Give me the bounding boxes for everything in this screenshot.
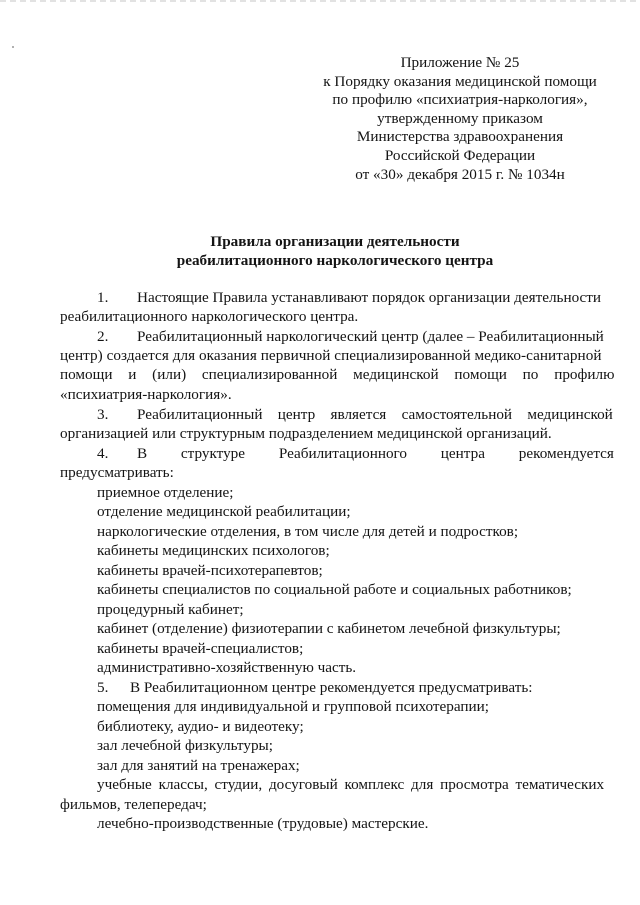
item-2-number: 2. xyxy=(97,328,109,345)
item-2-line-4: «психиатрия-наркология». xyxy=(60,386,232,403)
appendix-line: Приложение № 25 xyxy=(400,54,520,71)
item-2-line-2: центр) создается для оказания первичной специализированной медико-санитарной xyxy=(60,347,602,364)
item-4-number: 4. xyxy=(97,445,109,462)
list-item: кабинет (отделение) физиотерапии с кабинетом лечебной физкультуры; xyxy=(97,620,561,637)
list-item: наркологические отделения, в том числе для детей и подростков; xyxy=(97,523,519,540)
list-item-long-2: фильмов, телепередач; xyxy=(60,796,207,813)
list-item: приемное отделение; xyxy=(97,484,234,501)
list-item-long-1: учебные классы, студии, досуговый комплекс для просмотра тематических xyxy=(97,776,605,793)
appendix-line: Российской Федерации xyxy=(384,146,536,164)
item-3-line-2: организацией или структурным подразделением медицинской организаций. xyxy=(60,425,552,442)
item-3-number: 3. xyxy=(97,406,109,423)
item-5-number: 5. xyxy=(97,679,109,696)
document-title xyxy=(100,232,570,270)
list-item: зал для занятий на тренажерах; xyxy=(97,757,300,774)
scan-speck xyxy=(12,46,14,48)
appendix-line: утвержденному приказом xyxy=(377,109,543,127)
title-line-2: реабилитационного наркологического центра xyxy=(176,252,494,269)
list-item: кабинеты специалистов по социальной работе и социальных работников; xyxy=(97,581,572,598)
appendix-line: от «30» декабря 2015 г. № 1034н xyxy=(355,165,565,183)
item-5-line-1: В Реабилитационном центре рекомендуется предусматривать: xyxy=(130,679,533,696)
item-1-line-2: реабилитационного наркологического центра. xyxy=(60,308,359,325)
item-3-line-1: Реабилитационный центр является самостоятельной медицинской xyxy=(137,406,613,423)
list-item: кабинеты медицинских психологов; xyxy=(97,542,330,559)
item-4-line-2: предусматривать: xyxy=(60,464,174,481)
item-2-line-1: Реабилитационный наркологический центр (далее – Реабилитационный xyxy=(137,328,604,345)
scan-edge-artifact xyxy=(0,0,640,2)
list-item: помещения для индивидуальной и групповой психотерапии; xyxy=(97,698,489,715)
item-2-line-3: помощи и (или) специализированной медицинской помощи по профилю xyxy=(60,366,615,383)
appendix-line: по профилю «психиатрия-наркология», xyxy=(332,91,588,109)
item-4-line-1: В структуре Реабилитационного центра рекомендуется xyxy=(137,445,614,462)
title-line-1: Правила организации деятельности xyxy=(210,233,460,250)
list-item: процедурный кабинет; xyxy=(97,601,244,618)
appendix-line: Министерства здравоохранения xyxy=(356,128,564,146)
list-item: отделение медицинской реабилитации; xyxy=(97,503,351,520)
list-item: административно-хозяйственную часть. xyxy=(97,659,357,676)
list-item: библиотеку, аудио- и видеотеку; xyxy=(97,718,304,735)
list-item: кабинеты врачей-психотерапевтов; xyxy=(97,562,323,579)
item-1-line-1: Настоящие Правила устанавливают порядок организации деятельности xyxy=(137,289,602,306)
list-item: зал лечебной физкультуры; xyxy=(97,737,273,754)
item-1-number: 1. xyxy=(97,289,109,306)
appendix-line: к Порядку оказания медицинской помощи xyxy=(323,72,597,90)
appendix-header xyxy=(290,54,630,184)
list-item: кабинеты врачей-специалистов; xyxy=(97,640,304,657)
list-item-last: лечебно-производственные (трудовые) мастерские. xyxy=(97,815,429,832)
